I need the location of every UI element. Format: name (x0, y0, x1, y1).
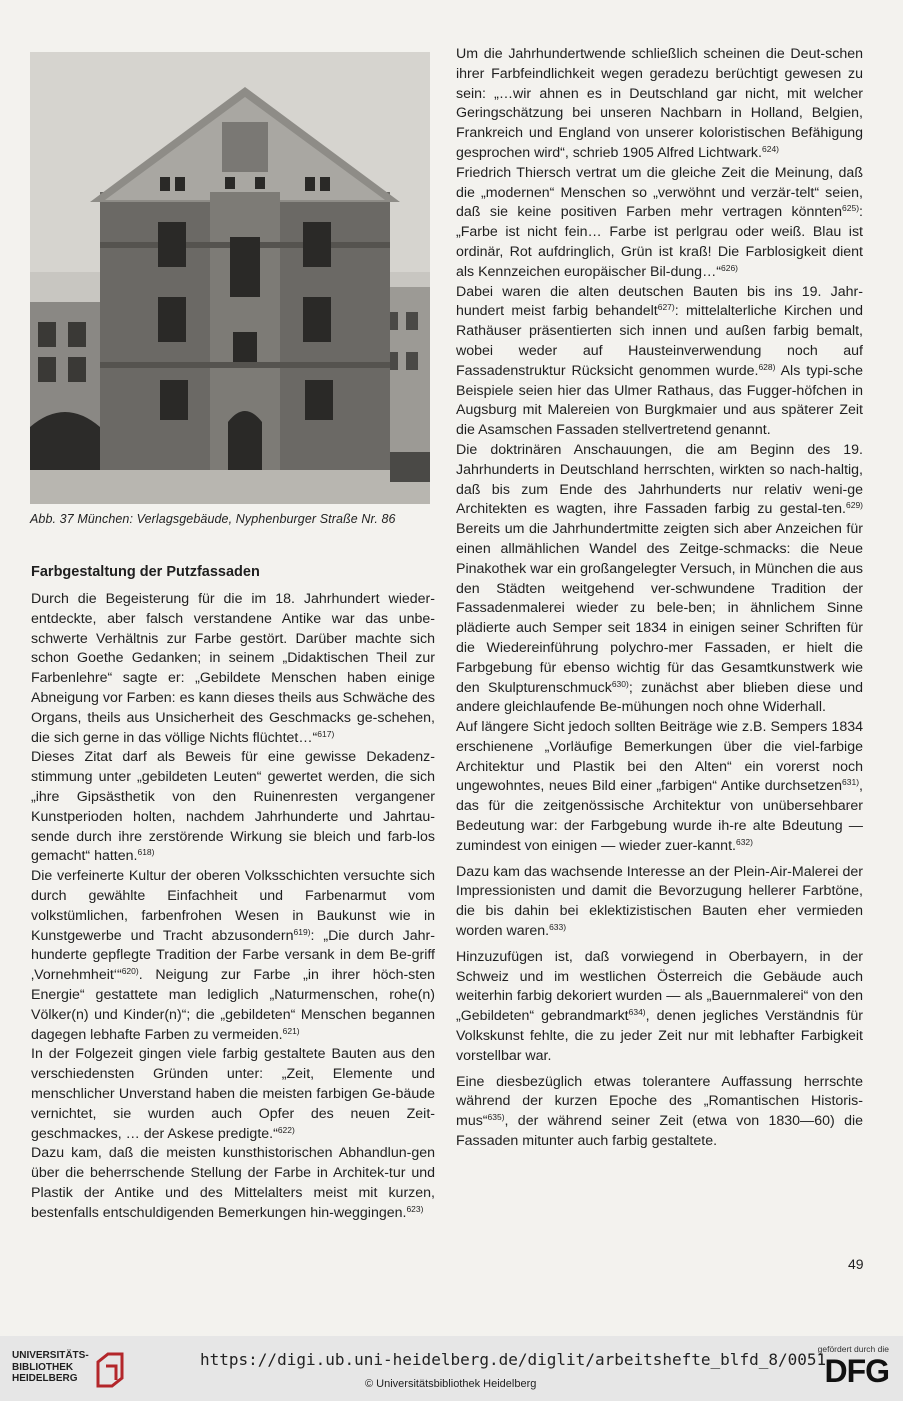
footnote-ref: 625) (842, 203, 860, 214)
paragraph-text: Friedrich Thiersch vertrat um die gleiche Zeit die Meinung, daß die „modernen“ Menschen so „verwöhnt und verzär-telt“ seien, daß sie keine positiven Farben mehr vertragen könnten (456, 164, 863, 221)
paragraph-text: : „Farbe ist nicht fein… Farbe ist perlgrau oder weiß. Blau ist ordinär, Rot aufdringlich, Grün ist kraß! Die Farblosigkeit dient als Kennzeichen europäischer Bil-dung…“ (456, 204, 863, 280)
footnote-ref: 626) (720, 262, 738, 273)
footnote-ref: 624) (761, 143, 779, 154)
paragraph (456, 863, 863, 942)
paragraph-text: Auf längere Sicht jedoch sollten Beiträge wie z.B. Sempers 1834 erschienene „Vorläufige Bemerkungen über die viel-farbige Architektur und Plastik bei den Alten“ ein vorerst noch ungewohntes, neues Bild einer „farbigen“ Antike durchsetzen (456, 719, 863, 795)
paragraph-text: Bereits um die Jahrhundertmitte zeigten sich aber Anzeichen für einen allmählichen Wandel des Zeitge-schmacks: die Neue Pinakothek war ein großangelegter Versuch, in München die aus den Städten weitgehend ver-schwundene Tradition der Fassadenmalerei wieder zu bele-ben; in ähnlichem Sinne plädierte auch Semper seit 1834 in einigen seiner Schriften für die Wiedereinführung polychro-mer Fassaden, er hielt die Farbgebung für ebenso wichtig für das Gesamtkunstwerk wie den Skulpturenschmuck (456, 521, 863, 696)
paragraph-text: Dabei waren die alten deutschen Bauten bis ins 19. Jahr-hundert meist farbig behandelt (456, 283, 863, 320)
footnote-ref: 629) (845, 500, 863, 511)
paragraph-text: Eine diesbezüglich etwas tolerantere Auffassung herrschte während der kurzen Epoche des „Romantischen Historis-mus“ (456, 1073, 863, 1130)
paragraph (456, 45, 863, 164)
footnote-ref: 622) (277, 1124, 295, 1135)
library-name-line: HEIDELBERG (12, 1373, 78, 1384)
paragraph-text: Durch die Begeisterung für die im 18. Jahrhundert wieder-entdeckte, aber falsch verstandene Antike war das unbe-schwerte Verhältnis zur Farbe gestört. Darüber machte sich schon Goethe Gedanken; in seinem „Didaktischen Theil zur Farbenlehre“ sagte er: „Gebildete Menschen haben einige Abneigung vor Farben: es kann dieses theils aus Schwäche des Organs, theils aus Unsicherheit des Geschmacks ge-schehen, die sich gerne in das völlige Nichts flüchtet…“ (31, 591, 435, 746)
paragraph-text: Dazu kam das wachsende Interesse an der Plein-Air-Malerei der Impressionisten und damit die Bevorzugung hellerer Farbtöne, die bis dahin bei eklektizistischen Bauten eher vermieden worden waren. (456, 863, 863, 940)
paragraph-text: Hinzuzufügen ist, daß vorwiegend in Oberbayern, in der Schweiz und im westlichen Österreich die Gebäude auch weiterhin farbig dekoriert wurden — als „Bauernmalerei“ von den „Gebildeten“ gebrandmarkt (456, 948, 863, 1025)
library-name-line: UNIVERSITÄTS- (12, 1350, 89, 1361)
footnote-ref: 630) (611, 678, 629, 689)
footnote-ref: 628) (758, 361, 776, 372)
paragraph (456, 164, 863, 283)
paragraph (456, 718, 863, 857)
copyright-notice: © Universitätsbibliothek Heidelberg (365, 1378, 537, 1390)
paragraph-text: Dazu kam, daß die meisten kunsthistorischen Abhandlun-gen über die beherrschende Stellung der Farbe in Architek-tur und Plastik der Antike und des Mittelalters meist mit kurzen, bestenfalls entschuldigenden Bemerkungen hin-weggingen. (31, 1145, 435, 1221)
footnote-ref: 618) (137, 847, 155, 858)
library-mark-icon (94, 1352, 126, 1388)
viewer-footer (0, 1336, 903, 1401)
figure-caption: Abb. 37 München: Verlagsgebäude, Nyphenburger Straße Nr. 86 (30, 512, 396, 526)
footnote-ref: 617) (317, 728, 335, 739)
footnote-ref: 635) (487, 1112, 505, 1123)
paragraph-text: . Neigung zur Farbe „in ihrer höch-sten Energie“ gestattete man lediglich „Naturmenschen, rohe(n) Völker(n) und Kinder(n)“; die „gebildeten“ Menschen begannen dagegen lebhafte Farben zu vermeiden. (31, 967, 435, 1043)
paragraph-text: Dieses Zitat darf als Beweis für eine gewisse Dekadenz-stimmung unter „gebildeten Leuten“ gewertet werden, die sich „ihre Gipsästhetik von den Ruinenresten vergangener Kunstperioden holten, nachdem Jahrhunderte und Jahrtau-sende durch ihre zerstörende Wirkung sie bleich und farb-los gemacht“ hatten. (31, 749, 435, 865)
funder-logo[interactable] (799, 1344, 889, 1394)
library-name-line: BIBLIOTHEK (12, 1361, 74, 1373)
paragraph-text: Die doktrinären Anschauungen, die am Beginn des 19. Jahrhunderts in Deutschland herrschten, wirkten so nach-haltig, daß bis zum Ende des Jahrhunderts nur relativ weni-ge Architekten es wagten, ihre Fassaden farbig zu gestal-ten. (456, 441, 863, 518)
paragraph-text: : „Die durch Jahr-hunderte gepflegte Tradition der Farbe versank in dem Be-griff ‚Vornehmheit‘“ (31, 927, 435, 984)
paragraph-text: , das für die zeitgenössische Architektur von unübersehbarer Bedeutung war: der Farbgebung wurde ih-re alte Bdeutung — zumindest von einigen — wieder zuer-kannt. (456, 778, 863, 854)
paragraph-text: , der während seiner Zeit (etwa von 1830—60) die Fassaden mitunter auch farbig gestaltete. (456, 1113, 863, 1150)
funder-note: gefördert durch die (817, 1344, 889, 1354)
building-photograph (30, 52, 430, 504)
paragraph (31, 590, 435, 748)
left-text-column (31, 590, 435, 1224)
paragraph-text: Um die Jahrhundertwende schließlich scheinen die Deut-schen ihrer Farbfeindlichkeit wegen geradezu berüchtigt gewesen zu sein: „…wir ahnen es in Deutschland gar nicht, mit welcher Geringschätzung bei unseren Nachbarn in Holland, Belgien, Frankreich und England von unserer koloristischen Befähigung gesprochen wird“, schrieb 1905 Alfred Lichtwark. (456, 46, 863, 161)
paragraph (456, 283, 863, 441)
paragraph-text: : mittelalterliche Kirchen und Rathäuser präsentierten sich innen und außen farbig bemalt, wobei weder auf Hausteinverwendung noch auf Fassadenstruktur Rücksicht genommen wurde. (456, 303, 864, 379)
paragraph (31, 867, 435, 1045)
page-number: 49 (848, 1256, 864, 1272)
library-name (12, 1350, 89, 1385)
paragraph-text: ; zunächst aber blieben diese und andere gleichlaufende Be-mühungen noch ohne Widerhall. (456, 679, 863, 716)
paragraph (456, 1073, 863, 1152)
paragraph (31, 1144, 435, 1223)
paragraph (31, 748, 435, 867)
footnote-ref: 634) (628, 1007, 646, 1018)
paragraph-text: , denen jegliches Verständnis für Volkskunst fehlte, die zu jeder Zeit nur mit lebhafter Farbigkeit vorstellbar war. (456, 1008, 863, 1064)
footnote-ref: 619) (293, 926, 311, 937)
paragraph-text: Die verfeinerte Kultur der oberen Volksschichten versuchte sich durch gewählte Einfachheit und Farbenarmut vom volkstümlichen, farbenfrohen Wesen in Baukunst wie in Kunstgewerbe und Tracht abzusondern (31, 868, 435, 944)
footnote-ref: 632) (735, 836, 753, 847)
right-text-column (456, 45, 863, 1152)
paragraph (456, 948, 863, 1067)
footnote-ref: 633) (549, 922, 567, 933)
paragraph (456, 441, 863, 718)
footnote-ref: 627) (657, 302, 675, 313)
footnote-ref: 621) (282, 1025, 300, 1036)
footnote-ref: 631) (842, 777, 860, 788)
paragraph (31, 1045, 435, 1144)
paragraph-text: In der Folgezeit gingen viele farbig gestaltete Bauten aus den verschiedensten Gründen unter: „Zeit, Elemente und menschlicher Unverstand haben die meisten farbigen Ge-bäude vernichtet, sie wurden auch Opfer des neuen Zeit-geschmackes, … der Askese predigte.“ (31, 1046, 435, 1142)
library-logo[interactable] (12, 1350, 127, 1390)
building-photo-illustration (30, 52, 430, 504)
dfg-logo: DFG (824, 1353, 889, 1389)
section-heading: Farbgestaltung der Putzfassaden (31, 564, 260, 580)
footnote-ref: 623) (406, 1203, 424, 1214)
permalink-url[interactable]: https://digi.ub.uni-heidelberg.de/diglit/arbeitshefte_blfd_8/0051 (200, 1350, 827, 1369)
footnote-ref: 620) (121, 966, 139, 977)
paragraph-text: Als typi-sche Beispiele seien hier das Ulmer Rathaus, das Fugger-höfchen in Augsburg mit Malereien von Burgkmaier und aus späterer Zeit die Asamschen Fassaden stellvertretend genannt. (456, 362, 863, 439)
